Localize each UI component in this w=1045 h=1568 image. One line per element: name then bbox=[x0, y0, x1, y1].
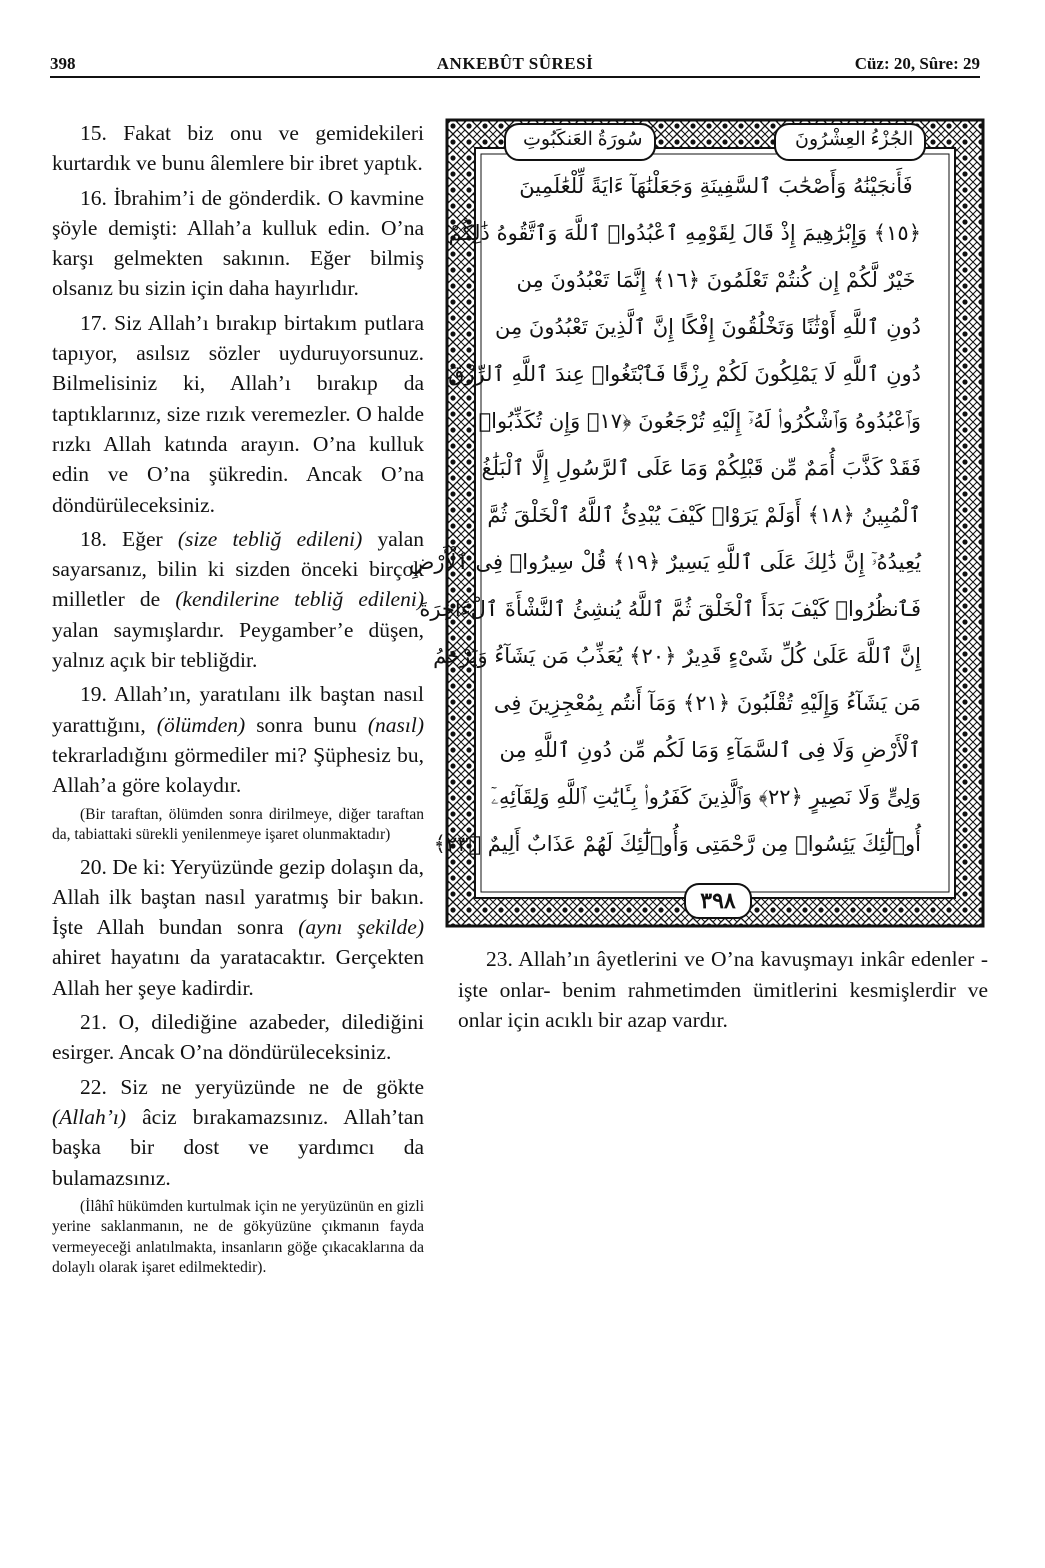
cuz-sure-label: Cüz: 20, Sûre: 29 bbox=[854, 54, 980, 73]
verse-19-note: (Bir taraftan, ölümden sonra dirilmeye, diğer taraftan da, tabiattaki sürekli yenilenmeye işaret olunmaktadır) bbox=[52, 805, 424, 844]
arabic-line: يُعِيدُهُۥٓ إِنَّ ذَٰلِكَ عَلَى ٱللَّهِ يَسِيرٌ ﴿١٩﴾ قُلْ سِيرُوا۟ فِى ٱلْأَرْضِ bbox=[408, 550, 921, 574]
arabic-line: فَقَدْ كَذَّبَ أُمَمٌ مِّن قَبْلِكُمْ وَمَا عَلَى ٱلرَّسُولِ إِلَّا ٱلْبَلَٰغُ bbox=[481, 456, 921, 480]
arabic-line: ٱلْأَرْضِ وَلَا فِى ٱلسَّمَآءِ وَمَا لَكُم مِّن دُونِ ٱللَّهِ مِن bbox=[499, 738, 921, 762]
arabic-line: إِنَّ ٱللَّهَ عَلَىٰ كُلِّ شَىْءٍ قَدِيرٌ ﴿٢٠﴾ يُعَذِّبُ مَن يَشَآءُ وَيَرْحَمُ bbox=[433, 644, 921, 668]
page-number: 398 bbox=[50, 54, 76, 73]
arabic-line: دُونِ ٱللَّهِ لَا يَمْلِكُونَ لَكُمْ رِزْقًا فَٱبْتَغُوا۟ عِندَ ٱللَّهِ ٱلرِّزْقَ bbox=[448, 362, 921, 386]
page-header bbox=[50, 50, 980, 80]
verse-17: 17. Siz Allah’ı bırakıp birtakım putlara tapıyor, asılsız sözler uyduruyorsunuz. Bilmelisiniz ki, Allah’ı bırakıp da taptıklarınız, size rızık veremezler. O halde rızkı Allah katında arayın. O’na kulluk edin ve O’na şükredin. Ancak O’na döndürüleceksiniz. bbox=[52, 310, 424, 517]
arabic-line: خَيْرٌ لَّكُمْ إِن كُنتُمْ تَعْلَمُونَ ﴿١٦﴾ إِنَّمَا تَعْبُدُونَ مِن bbox=[516, 268, 916, 292]
verse-22: 22. Siz ne yeryüzünde ne de gökte (Allah’ı) âciz bırakamazsınız. Allah’tan başka bir dost ve yardımcı da bulamazsınız. bbox=[52, 1074, 424, 1190]
translation-right-column bbox=[458, 944, 988, 1040]
verse-19: 19. Allah’ın, yaratılanı ilk baştan nasıl yarattığını, (ölümden) sonra bunu (nasıl) tekrarladığını görmediler mi? Şüphesiz bu, Allah’a göre kolaydır. bbox=[52, 682, 424, 798]
header-rule bbox=[50, 76, 980, 78]
arabic-line: وَٱعْبُدُوهُ وَٱشْكُرُوا۟ لَهُۥٓ إِلَيْهِ تُرْجَعُونَ ﴿١٧﴾ وَإِن تُكَذِّبُوا۟ bbox=[478, 409, 921, 433]
arabic-line: وَلِىٍّ وَلَا نَصِيرٍ ﴿٢٢﴾ وَٱلَّذِينَ كَفَرُوا۟ بِـَٔايَٰتِ ٱللَّهِ وَلِقَآئِهِۦٓ bbox=[490, 785, 921, 809]
verse-23: 23. Allah’ın âyetlerini ve O’na kavuşmayı inkâr edenler -işte onlar- benim rahmetimden ümitlerini kesmişlerdir ve onlar için acıklı bir azap vardır. bbox=[458, 947, 988, 1032]
verse-16: 16. İbrahim’i de gönderdik. O kavmine şöyle demişti: Allah’a kulluk edin. O’na karşı gelmekten sakının. Eğer bilmiş olsanız bu sizin için daha hayırlıdır. bbox=[52, 185, 424, 301]
juz-label-arabic: الجُزْءُ العِشْرُونَ bbox=[795, 129, 914, 150]
sura-name-arabic: سُورَةُ العَنكَبُوتِ bbox=[523, 129, 643, 150]
verse-22-note: (İlâhî hükümden kurtulmak için ne yeryüzünün en gizli yerine saklanmanın, ne de gökyüzüne çıkmanın fayda vermeyeceği anlatılmakta, insanların göğe çıkacaklarına da dolaylı olarak işaret edilmektedir). bbox=[52, 1197, 424, 1277]
arabic-line: مَن يَشَآءُ وَإِلَيْهِ تُقْلَبُونَ ﴿٢١﴾ وَمَآ أَنتُم بِمُعْجِزِينَ فِى bbox=[493, 691, 921, 715]
arabic-line: ﴿١٥﴾ وَإِبْرَٰهِيمَ إِذْ قَالَ لِقَوْمِهِ ٱعْبُدُوا۟ ٱللَّهَ وَٱتَّقُوهُ ذَٰلِكُمْ bbox=[448, 221, 921, 245]
verse-21: 21. O, dilediğine azabeder, dilediğini esirger. Ancak O’na döndürüleceksiniz. bbox=[52, 1010, 424, 1065]
verse-15: 15. Fakat biz onu ve gemidekileri kurtardık ve bunu âlemlere bir ibret yaptık. bbox=[52, 121, 424, 176]
arabic-line: أُو۟لَٰٓئِكَ يَئِسُوا۟ مِن رَّحْمَتِى وَأُو۟لَٰٓئِكَ لَهُمْ عَذَابٌ أَلِيمٌ ﴿٢٣﴾ bbox=[433, 832, 921, 856]
arabic-line: ٱلْمُبِينُ ﴿١٨﴾ أَوَلَمْ يَرَوْا۟ كَيْفَ يُبْدِئُ ٱللَّهُ ٱلْخَلْقَ ثُمَّ bbox=[487, 503, 921, 527]
sura-title: ANKEBÛT SÛRESİ bbox=[436, 54, 594, 73]
translation-left-column bbox=[52, 118, 424, 1285]
arabic-page-number: ٣٩٨ bbox=[700, 888, 736, 913]
quran-page-frame bbox=[408, 118, 985, 928]
arabic-line: دُونِ ٱللَّهِ أَوْثَٰنًا وَتَخْلُقُونَ إِفْكًا إِنَّ ٱلَّذِينَ تَعْبُدُونَ مِن bbox=[495, 315, 921, 339]
arabic-line: فَأَنجَيْنَٰهُ وَأَصْحَٰبَ ٱلسَّفِينَةِ وَجَعَلْنَٰهَآ ءَايَةً لِّلْعَٰلَمِينَ bbox=[519, 174, 913, 198]
verse-18: 18. Eğer (size tebliğ edileni) yalan sayarsanız, bilin ki sizden önceki birçok milletler de (kendilerine tebliğ edileni) yalan saymışlardır. Peygamber’e düşen, yalnız açık bir tebliğdir. bbox=[52, 526, 425, 673]
verse-20: 20. De ki: Yeryüzünde gezip dolaşın da, Allah ilk baştan nasıl yaratmış bir bakın. İşte Allah bundan sonra (aynı şekilde) ahiret hayatını da yaratacaktır. Gerçekten Allah her şeye kadirdir. bbox=[52, 854, 424, 1000]
arabic-line: فَٱنظُرُوا۟ كَيْفَ بَدَأَ ٱلْخَلْقَ ثُمَّ ٱللَّهُ يُنشِئُ ٱلنَّشْأَةَ ٱلْءَاخِرَةَ bbox=[419, 597, 921, 621]
